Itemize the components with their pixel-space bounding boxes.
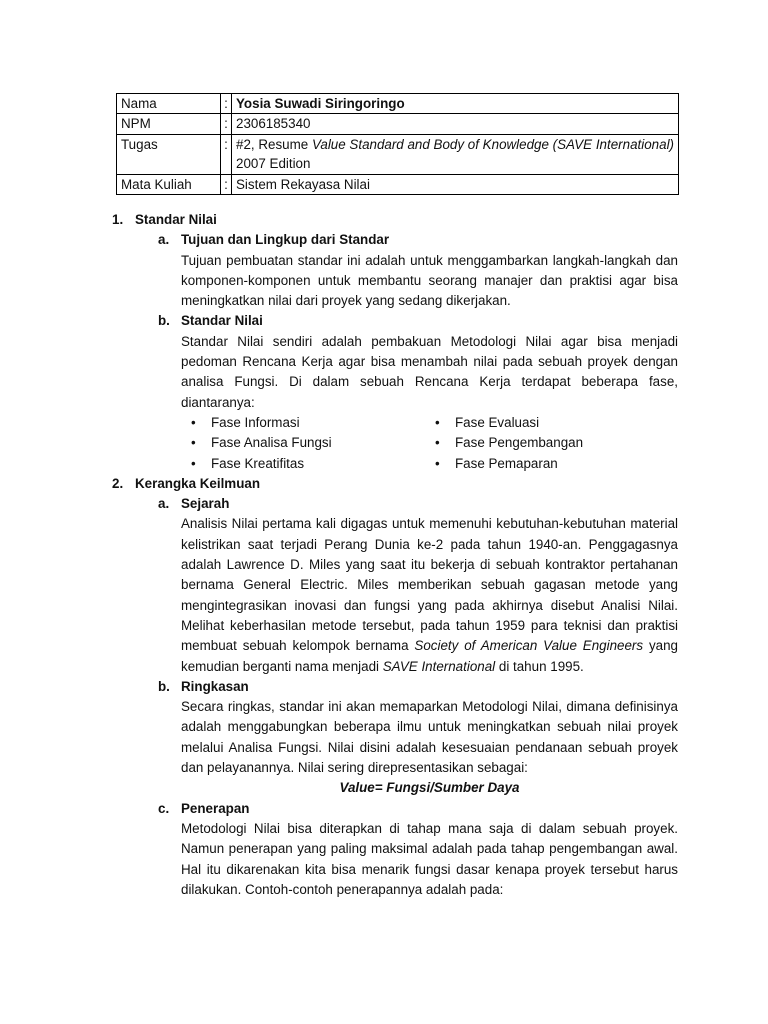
- colon: :: [221, 174, 232, 194]
- section-title: Standar Nilai: [135, 212, 217, 227]
- row-mata-kuliah: [117, 174, 679, 194]
- bullet-item: [181, 454, 425, 474]
- bullet-item: [425, 413, 678, 433]
- phase-bullet-list: [112, 413, 678, 474]
- subsection-heading: [112, 799, 678, 819]
- bullet-item: [181, 413, 425, 433]
- section-number: 2.: [112, 475, 124, 491]
- section-heading: [112, 474, 678, 494]
- bullet-text: Fase Pengembangan: [455, 435, 584, 451]
- paragraph: Tujuan pembuatan standar ini adalah untuk menggambarkan langkah-langkah dan komponen-komponen untuk membantu seorang manajer dan praktisi agar bisa meningkatkan nilai dari proyek yang sedang dikerjakan.: [181, 252, 678, 309]
- subsection-title: Tujuan dan Lingkup dari Standar: [181, 232, 390, 248]
- subsection-heading: [112, 311, 678, 331]
- document-body: [112, 210, 678, 900]
- subsection-title: Penerapan: [181, 800, 250, 816]
- paragraph: Standar Nilai sendiri adalah pembakuan Metodologi Nilai agar bisa menjadi pedoman Rencana Kerja agar bisa menambah nilai pada sebuah proyek dengan analisa Fungsi. Di dalam sebuah Rencana Kerja terdapat beberapa fase, diantaranya:: [181, 333, 678, 410]
- paragraph: Metodologi Nilai bisa diterapkan di tahap mana saja di dalam sebuah proyek. Namun penerapan yang paling maksimal adalah pada tahap pengembangan awal. Hal itu dikarenakan kita bisa menarik fungsi dasar kenapa proyek tersebut harus dilakukan. Contoh-contoh penerapannya adalah pada:: [181, 820, 678, 897]
- colon: :: [221, 94, 232, 114]
- label-nama: Nama: [117, 94, 221, 114]
- bullet-text: Fase Evaluasi: [455, 414, 540, 430]
- section-number: 1.: [112, 212, 124, 227]
- tugas-part: 2007 Edition: [236, 156, 311, 172]
- subsection-letter: a.: [158, 496, 170, 512]
- subsection-heading: [112, 494, 678, 514]
- student-info-table: [116, 93, 679, 195]
- bullet-text: Fase Pemaparan: [455, 455, 558, 471]
- label-tugas: Tugas: [117, 134, 221, 174]
- row-tugas: [117, 134, 679, 174]
- bullet-text: Fase Informasi: [211, 414, 300, 430]
- section-title: Kerangka Keilmuan: [135, 475, 261, 491]
- value-formula: Value= Fungsi/Sumber Daya: [339, 780, 520, 796]
- bullet-icon: •: [191, 435, 196, 451]
- subsection-title: Ringkasan: [181, 678, 249, 694]
- value-npm: 2306185340: [232, 114, 679, 134]
- text-run: yang kemudian berganti nama menjadi: [181, 638, 679, 674]
- label-npm: NPM: [117, 114, 221, 134]
- subsection-heading: [112, 230, 678, 250]
- colon: :: [221, 134, 232, 174]
- subsection-letter: b.: [158, 678, 170, 694]
- value-nama: Yosia Suwadi Siringoringo: [232, 94, 679, 114]
- subsection-letter: b.: [158, 313, 170, 329]
- bullet-item: [181, 433, 425, 453]
- tugas-title-italic: Value Standard and Body of Knowledge (SAVE International): [311, 136, 674, 152]
- row-npm: [117, 114, 679, 134]
- text-run: Analisis Nilai pertama kali digagas untuk memenuhi kebutuhan-kebutuhan material kelistrikan saat terjadi Perang Dunia ke-2 pada tahun 1940-an. Penggagasnya adalah Lawrence D. Miles yang saat itu bekerja di sebuah kontraktor pertahanan bernama General Electric. Miles memberikan sebuah gagasan metode yang mengintegrasikan inovasi dan fungsi yang pada akhirnya disebut Analisi Nilai. Melihat keberhasilan metode tersebut, pada tahun 1959 para teknisi dan praktisi membuat sebuah kelompok bernama: [181, 516, 678, 654]
- text-run-italic: SAVE International: [382, 658, 496, 674]
- subsection-title: Standar Nilai: [181, 313, 263, 329]
- bullet-item: [425, 454, 678, 474]
- bullet-icon: •: [435, 435, 440, 451]
- subsection-heading: [112, 677, 678, 697]
- bullet-text: Fase Kreatifitas: [211, 455, 305, 471]
- paragraph: [112, 514, 678, 676]
- row-nama: [117, 94, 679, 114]
- bullet-icon: •: [191, 414, 196, 430]
- subsection-title: Sejarah: [181, 496, 230, 512]
- bullet-icon: •: [191, 455, 196, 471]
- value-mata-kuliah: Sistem Rekayasa Nilai: [232, 174, 679, 194]
- paragraph: Secara ringkas, standar ini akan memaparkan Metodologi Nilai, dimana definisinya adalah menggabungkan beberapa ilmu untuk meningkatkan sebuah nilai proyek melalui Analisa Fungsi. Nilai disini adalah kesesuaian pendanaan sebuah proyek dan pelayanannya. Nilai sering direpresentasikan sebagai:: [181, 699, 678, 776]
- label-mata-kuliah: Mata Kuliah: [117, 174, 221, 194]
- text-run-italic: Society of American Value Engineers: [414, 638, 644, 654]
- bullet-icon: •: [435, 455, 440, 471]
- subsection-letter: c.: [158, 800, 170, 816]
- bullet-icon: •: [435, 414, 440, 430]
- bullet-item: [425, 433, 678, 453]
- section-heading: [112, 210, 678, 230]
- text-run: di tahun 1995.: [495, 658, 584, 674]
- subsection-letter: a.: [158, 232, 170, 248]
- colon: :: [221, 114, 232, 134]
- value-tugas: [232, 134, 679, 174]
- tugas-part: #2, Resume: [236, 136, 312, 152]
- bullet-text: Fase Analisa Fungsi: [211, 435, 332, 451]
